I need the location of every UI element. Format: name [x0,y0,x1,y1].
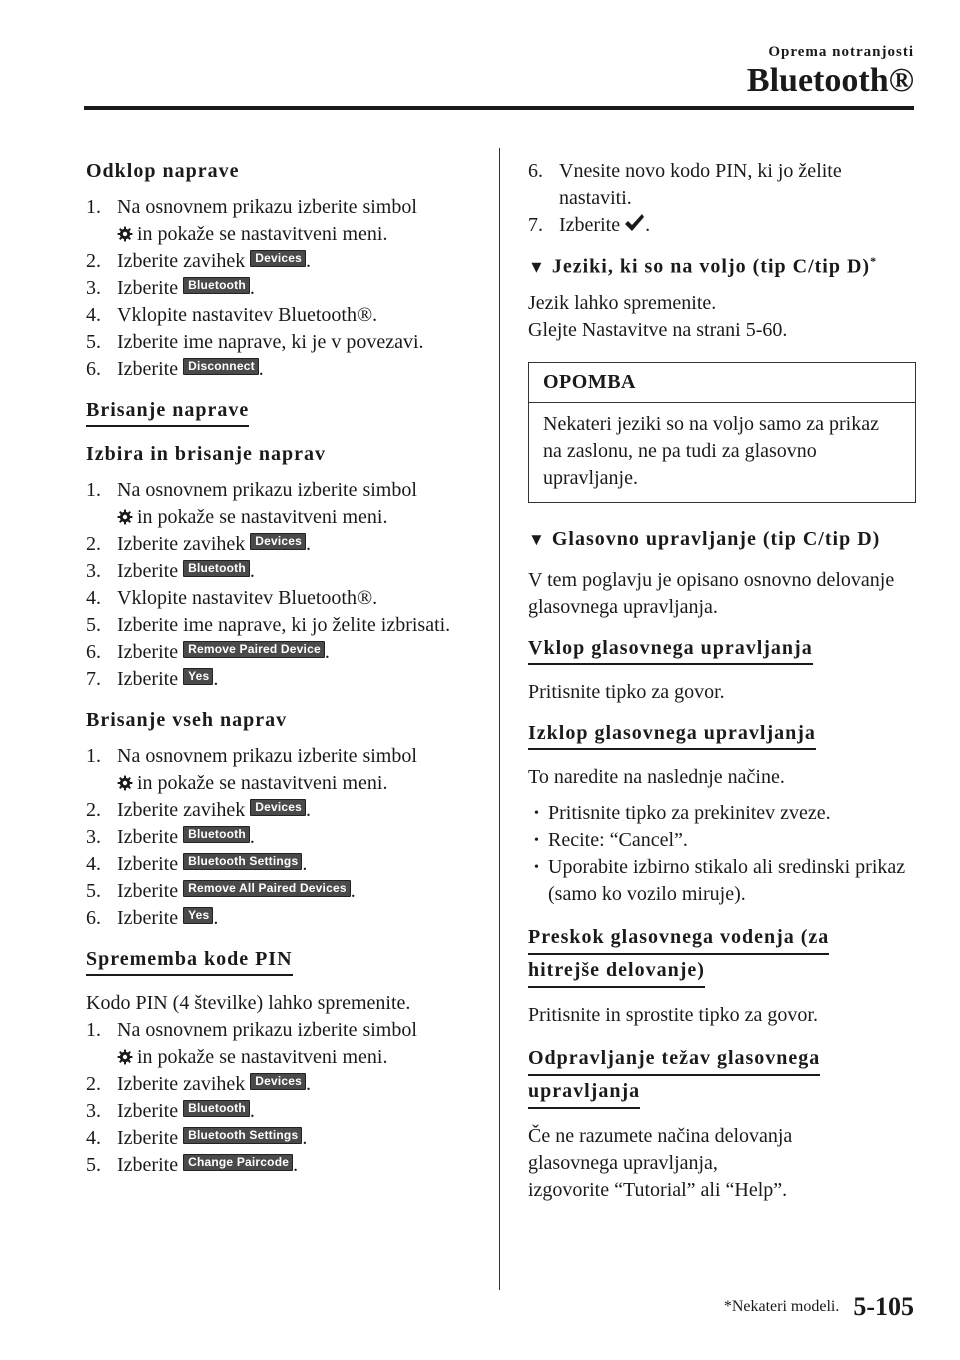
heading-trouble-1: Odpravljanje težav glasovnega [528,1043,820,1076]
heading-disconnect: Odklop naprave [86,160,240,182]
screen-button-label: Remove Paired Device [183,641,325,658]
triangle-down-icon: ▼ [528,529,546,549]
step-number: 3. [86,826,101,848]
steps-change-pin-continued [528,158,916,239]
screen-button-label: Devices [250,533,306,550]
steps-select-delete [86,477,481,693]
page-number: 5-105 [853,1292,914,1321]
screen-button-label: Remove All Paired Devices [183,880,351,897]
step-number: 4. [86,1127,101,1149]
heading-skip-2: hitrejše delovanje) [528,955,705,988]
list-item: • Pritisnite tipko za prekinitev zveze. [528,800,916,827]
step-number: 1. [86,196,101,218]
step-text: in pokaže se nastavitveni meni. [137,772,388,794]
step-text: Izberite [117,641,179,663]
gear-icon [117,775,133,791]
step-number: 7. [86,668,101,690]
step-text: Izberite ime naprave, ki je v povezavi. [117,331,424,353]
heading-select-delete: Izbira in brisanje naprav [86,443,327,465]
step-number: 7. [528,214,543,236]
step-number: 5. [86,614,101,636]
list-item: • Uporabite izbirno stikalo ali sredinski prikaz (samo ko vozilo miruje). [528,854,916,908]
step-text: Izberite [117,277,179,299]
step-text: in pokaže se nastavitveni meni. [137,1046,388,1068]
steps-delete-all [86,743,481,932]
step-number: 5. [86,1154,101,1176]
list-item: 2. Izberite zavihek Devices . [86,1071,481,1098]
header-rule [84,106,914,110]
step-number: 2. [86,533,101,555]
screen-button-label: Devices [250,799,306,816]
list-item [86,1017,481,1071]
gear-icon [117,226,133,242]
note-body: Nekateri jeziki so na voljo samo za prikaz na zaslonu, ne pa tudi za glasovno upravljanje. [543,412,879,489]
heading-voice-off: Izklop glasovnega upravljanja [528,720,816,750]
heading-languages: ▼ Jeziki, ki so na voljo (tip C/tip D)* [528,254,878,278]
step-text: Izberite [117,1127,179,1149]
list-item [86,477,481,531]
column-divider [499,148,500,1290]
trouble-text-3: izgovorite “Tutorial” ali “Help”. [528,1178,788,1201]
heading-change-pin: Sprememba kode PIN [86,946,293,976]
step-text: Izberite [117,907,179,929]
gear-icon [117,1049,133,1065]
screen-button-label: Bluetooth [183,826,250,843]
list-item: • Recite: “Cancel”. [528,827,916,854]
skip-text: Pritisnite in sprostite tipko za govor. [528,1003,818,1026]
screen-button-label: Yes [183,668,213,685]
list-item: 2. Izberite zavihek Devices . [86,531,481,558]
step-number: 6. [86,641,101,663]
list-item: 3. Izberite Bluetooth . [86,1098,481,1125]
step-number: 2. [86,1073,101,1095]
languages-text-1: Jezik lahko spremenite. [528,291,717,314]
change-pin-intro: Kodo PIN (4 številke) lahko spremenite. [86,992,411,1014]
screen-button-label: Devices [250,1073,306,1090]
trouble-text-1: Če ne razumete načina delovanja [528,1124,793,1147]
step-text: Na osnovnem prikazu izberite simbol [117,479,417,501]
note-box [528,362,916,503]
list-item [86,585,481,612]
list-item: 6. Izberite Remove Paired Device . [86,639,481,666]
footnote: *Nekateri modeli. [723,1298,840,1315]
list-item: 5. Izberite Remove All Paired Devices . [86,878,481,905]
heading-delete-all: Brisanje vseh naprav [86,709,288,731]
step-text: Izberite zavihek [117,533,246,555]
step-number: 1. [86,1019,101,1041]
step-number: 6. [86,358,101,380]
list-item: 2. Izberite zavihek Devices . [86,797,481,824]
check-icon [623,213,645,233]
list-item [86,302,481,329]
step-number: 6. [528,160,543,182]
step-text: Na osnovnem prikazu izberite simbol [117,1019,417,1041]
step-number: 1. [86,479,101,501]
step-text: Vnesite novo kodo PIN, ki jo želite nastaviti. [559,160,842,209]
screen-button-label: Bluetooth [183,560,250,577]
right-column [528,158,916,1204]
voice-off-text: To naredite na naslednje načine. [528,765,785,788]
step-text: Vklopite nastavitev Bluetooth®. [117,304,378,326]
page-header [747,44,914,101]
triangle-down-icon: ▼ [528,257,546,277]
list-item: 5. Izberite Change Paircode . [86,1152,481,1179]
trouble-text-2: glasovnega upravljanja, [528,1151,718,1174]
step-text: Izberite ime naprave, ki jo želite izbrisati. [117,614,451,636]
step-text: Izberite [117,358,179,380]
list-item: 7. Izberite . [528,212,916,239]
step-text: Izberite [117,853,179,875]
list-item [86,329,481,356]
screen-button-label: Bluetooth [183,1100,250,1117]
page-footer [724,1292,914,1322]
voice-off-list [528,800,916,908]
screen-button-label: Change Paircode [183,1154,293,1171]
list-item: 3. Izberite Bluetooth . [86,824,481,851]
list-item: 3. Izberite Bluetooth . [86,275,481,302]
list-item: 7. Izberite Yes . [86,666,481,693]
screen-button-label: Yes [183,907,213,924]
list-item: 6. Izberite Yes . [86,905,481,932]
step-text: Izberite zavihek [117,250,246,272]
note-title: OPOMBA [529,363,915,403]
heading-skip-1: Preskok glasovnega vodenja (za [528,922,829,955]
step-text: in pokaže se nastavitveni meni. [137,223,388,245]
heading-delete-device: Brisanje naprave [86,397,249,427]
step-number: 2. [86,250,101,272]
step-number: 3. [86,1100,101,1122]
step-number: 2. [86,799,101,821]
steps-change-pin [86,1017,481,1179]
left-column [86,158,481,1179]
list-item: 4. Izberite Bluetooth Settings . [86,851,481,878]
screen-button-label: Bluetooth Settings [183,853,302,870]
step-number: 1. [86,745,101,767]
gear-icon [117,509,133,525]
voice-on-text: Pritisnite tipko za govor. [528,680,725,703]
step-number: 3. [86,277,101,299]
step-number: 6. [86,907,101,929]
step-text: Izberite zavihek [117,799,246,821]
step-text: Izberite [117,1154,179,1176]
languages-text-2: Glejte Nastavitve na strani 5-60. [528,318,788,341]
screen-button-label: Disconnect [183,358,259,375]
screen-button-label: Bluetooth [183,277,250,294]
step-number: 3. [86,560,101,582]
step-text: Na osnovnem prikazu izberite simbol [117,745,417,767]
step-number: 5. [86,331,101,353]
list-item [86,612,481,639]
heading-voice-on: Vklop glasovnega upravljanja [528,635,813,665]
screen-button-label: Bluetooth Settings [183,1127,302,1144]
list-item [86,743,481,797]
step-text: Izberite zavihek [117,1073,246,1095]
step-number: 4. [86,587,101,609]
step-number: 4. [86,304,101,326]
step-text: Izberite [117,1100,179,1122]
list-item [528,158,916,212]
step-number: 4. [86,853,101,875]
step-text: Na osnovnem prikazu izberite simbol [117,196,417,218]
step-text: Izberite [117,826,179,848]
page-title: Bluetooth® [746,62,914,99]
list-item: 2. Izberite zavihek Devices . [86,248,481,275]
step-text: Vklopite nastavitev Bluetooth®. [117,587,378,609]
step-text: Izberite [117,560,179,582]
list-item: 4. Izberite Bluetooth Settings . [86,1125,481,1152]
section-name: Oprema notranjosti [768,44,914,60]
list-item [86,194,481,248]
steps-disconnect [86,194,481,383]
step-text: Izberite [117,880,179,902]
list-item: 3. Izberite Bluetooth . [86,558,481,585]
step-text: Izberite [559,214,621,236]
step-text: Izberite [117,668,179,690]
heading-trouble-2: upravljanja [528,1076,640,1109]
screen-button-label: Devices [250,250,306,267]
voice-text: V tem poglavju je opisano osnovno delovanje glasovnega upravljanja. [528,568,895,618]
heading-voice: ▼ Glasovno upravljanje (tip C/tip D) [528,527,881,550]
list-item: 6. Izberite Disconnect . [86,356,481,383]
step-text: in pokaže se nastavitveni meni. [137,506,388,528]
step-number: 5. [86,880,101,902]
